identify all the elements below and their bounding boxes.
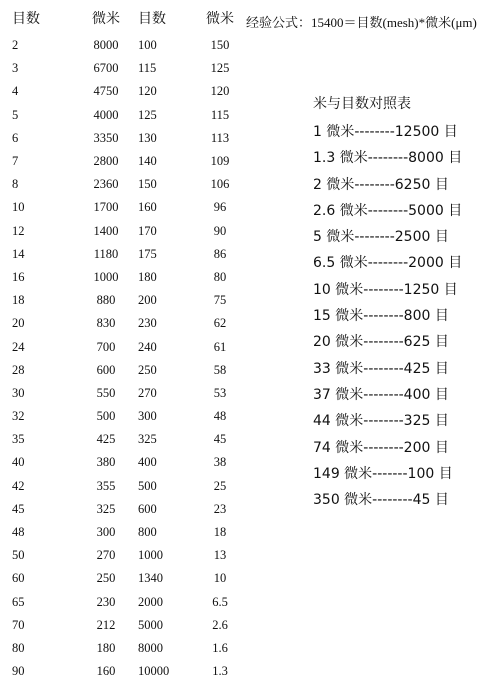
mesh-cell: 115 xyxy=(138,61,157,76)
header-micron-2: 微米 xyxy=(206,11,234,27)
mesh-cell: 50 xyxy=(12,548,25,563)
reference-item: 1 微米--------12500 目 xyxy=(313,124,458,140)
micron-cell: 8000 xyxy=(93,38,119,53)
micron-cell: 4750 xyxy=(93,84,119,99)
micron-cell: 18 xyxy=(213,525,227,540)
mesh-cell: 2000 xyxy=(138,594,163,609)
micron-cell: 1.6 xyxy=(212,640,228,655)
micron-cell: 380 xyxy=(96,455,116,470)
mesh-cell: 240 xyxy=(138,339,157,354)
mesh-cell: 7 xyxy=(12,154,19,169)
header-mesh-2: 目数 xyxy=(138,11,166,27)
mesh-cell: 150 xyxy=(138,177,157,192)
mesh-cell: 65 xyxy=(12,594,25,609)
reference-item: 74 微米--------200 目 xyxy=(313,439,449,456)
mesh-cell: 1340 xyxy=(138,571,163,586)
table-row xyxy=(0,104,244,127)
mesh-cell: 175 xyxy=(138,246,157,261)
mesh-cell: 5 xyxy=(12,107,19,122)
mesh-cell: 10000 xyxy=(138,664,170,679)
table-row xyxy=(0,475,244,498)
table-row xyxy=(0,359,244,382)
mesh-micron-table xyxy=(0,8,244,683)
micron-cell: 25 xyxy=(213,478,227,493)
mesh-cell: 270 xyxy=(138,385,157,400)
mesh-cell: 800 xyxy=(138,525,157,540)
micron-cell: 48 xyxy=(213,409,227,424)
micron-cell: 880 xyxy=(96,293,116,308)
reference-item: 44 微米--------325 目 xyxy=(313,413,449,430)
mesh-cell: 180 xyxy=(138,269,157,284)
mesh-cell: 35 xyxy=(12,432,25,447)
micron-cell: 106 xyxy=(210,177,230,192)
table-row xyxy=(0,289,244,312)
micron-cell: 45 xyxy=(213,432,227,447)
formula-label: 经验公式： xyxy=(246,16,312,31)
reference-item: 2.6 微米--------5000 目 xyxy=(313,202,463,219)
reference-item: 15 微米--------800 目 xyxy=(313,308,449,325)
micron-cell: 1.3 xyxy=(212,664,228,679)
micron-cell: 115 xyxy=(210,107,230,122)
micron-cell: 2800 xyxy=(93,154,119,169)
micron-cell: 3350 xyxy=(93,130,119,145)
micron-cell: 62 xyxy=(213,316,227,331)
reference-item: 2 微米--------6250 目 xyxy=(313,176,449,193)
micron-cell: 125 xyxy=(210,61,230,76)
mesh-cell: 20 xyxy=(12,316,25,331)
mesh-cell: 1000 xyxy=(138,548,163,563)
micron-cell: 86 xyxy=(213,246,227,261)
table-body xyxy=(0,34,244,683)
empirical-formula xyxy=(246,12,477,31)
mesh-cell: 170 xyxy=(138,223,157,238)
micron-cell: 80 xyxy=(213,269,227,284)
micron-cell: 2360 xyxy=(93,177,119,192)
mesh-cell: 42 xyxy=(12,478,25,493)
header-micron-1: 微米 xyxy=(92,11,120,27)
micron-cell: 500 xyxy=(96,409,116,424)
micron-cell: 150 xyxy=(210,38,230,53)
reference-item: 350 微米--------45 目 xyxy=(313,492,449,509)
table-row xyxy=(0,660,244,683)
reference-item: 149 微米-------100 目 xyxy=(313,465,453,482)
reference-item: 5 微米--------2500 目 xyxy=(313,229,449,246)
mesh-cell: 80 xyxy=(12,640,25,655)
reference-item: 37 微米--------400 目 xyxy=(313,386,449,403)
table-row xyxy=(0,220,244,243)
mesh-cell: 10 xyxy=(12,200,25,215)
mesh-cell: 6 xyxy=(12,130,19,145)
micron-cell: 90 xyxy=(213,223,227,238)
mesh-cell: 32 xyxy=(12,409,25,424)
table-row xyxy=(0,196,244,219)
table-row xyxy=(0,405,244,428)
micron-cell: 160 xyxy=(96,664,116,679)
header-mesh-1: 目数 xyxy=(12,11,40,27)
reference-item: 6.5 微米--------2000 目 xyxy=(313,255,463,272)
table-row xyxy=(0,567,244,590)
micron-cell: 53 xyxy=(213,385,227,400)
micron-cell: 270 xyxy=(96,548,116,563)
mesh-cell: 40 xyxy=(12,455,25,470)
mesh-cell: 45 xyxy=(12,501,25,516)
table-row xyxy=(0,57,244,80)
micron-cell: 355 xyxy=(96,478,116,493)
micron-cell: 58 xyxy=(213,362,227,377)
mesh-cell: 14 xyxy=(12,246,25,261)
table-row xyxy=(0,335,244,358)
micron-cell: 550 xyxy=(96,385,116,400)
micron-cell: 38 xyxy=(213,455,227,470)
micron-cell: 75 xyxy=(213,293,227,308)
micron-cell: 600 xyxy=(96,362,116,377)
table-row xyxy=(0,173,244,196)
formula-expression: 15400＝目数(mesh)*微米(μm) xyxy=(311,15,477,30)
micron-cell: 109 xyxy=(210,154,230,169)
table-row xyxy=(0,544,244,567)
table-row xyxy=(0,498,244,521)
mesh-cell: 28 xyxy=(12,362,25,377)
table-row xyxy=(0,591,244,614)
mesh-cell: 90 xyxy=(12,664,25,679)
micron-cell: 4000 xyxy=(93,107,119,122)
mesh-cell: 3 xyxy=(12,61,19,76)
micron-cell: 13 xyxy=(213,548,227,563)
micron-cell: 120 xyxy=(210,84,230,99)
mesh-cell: 8 xyxy=(12,177,19,192)
table-row xyxy=(0,382,244,405)
micron-cell: 2.6 xyxy=(212,617,228,632)
reference-title: 米与目数对照表 xyxy=(313,96,411,112)
table-row xyxy=(0,637,244,660)
mesh-cell: 250 xyxy=(138,362,157,377)
table-header-row xyxy=(0,8,244,34)
micron-cell: 700 xyxy=(96,339,116,354)
micron-cell: 6.5 xyxy=(212,594,228,609)
mesh-cell: 125 xyxy=(138,107,157,122)
mesh-cell: 230 xyxy=(138,316,157,331)
mesh-cell: 200 xyxy=(138,293,157,308)
micron-cell: 325 xyxy=(96,501,116,516)
mesh-cell: 12 xyxy=(12,223,25,238)
reference-panel xyxy=(313,93,462,515)
micron-cell: 180 xyxy=(96,640,116,655)
micron-cell: 61 xyxy=(213,339,227,354)
table-row xyxy=(0,127,244,150)
mesh-cell: 70 xyxy=(12,617,25,632)
mesh-cell: 500 xyxy=(138,478,157,493)
mesh-cell: 325 xyxy=(138,432,157,447)
mesh-cell: 60 xyxy=(12,571,25,586)
mesh-cell: 4 xyxy=(12,84,19,99)
micron-cell: 250 xyxy=(96,571,116,586)
mesh-cell: 24 xyxy=(12,339,25,354)
mesh-cell: 130 xyxy=(138,130,157,145)
table-row xyxy=(0,80,244,103)
micron-cell: 1400 xyxy=(93,223,119,238)
micron-cell: 300 xyxy=(96,525,116,540)
table-row xyxy=(0,428,244,451)
mesh-cell: 48 xyxy=(12,525,25,540)
table-row xyxy=(0,243,244,266)
reference-list xyxy=(313,121,462,515)
mesh-cell: 100 xyxy=(138,38,157,53)
mesh-cell: 160 xyxy=(138,200,157,215)
table-row xyxy=(0,312,244,335)
mesh-cell: 18 xyxy=(12,293,25,308)
reference-item: 1.3 微米--------8000 目 xyxy=(313,150,463,167)
mesh-cell: 300 xyxy=(138,409,157,424)
micron-cell: 10 xyxy=(213,571,227,586)
micron-cell: 230 xyxy=(96,594,116,609)
mesh-cell: 8000 xyxy=(138,640,163,655)
reference-item: 33 微米--------425 目 xyxy=(313,360,449,377)
table-row xyxy=(0,521,244,544)
mesh-cell: 600 xyxy=(138,501,157,516)
micron-cell: 96 xyxy=(213,200,227,215)
mesh-cell: 120 xyxy=(138,84,157,99)
micron-cell: 830 xyxy=(96,316,116,331)
mesh-cell: 400 xyxy=(138,455,157,470)
micron-cell: 1000 xyxy=(93,269,119,284)
table-row xyxy=(0,150,244,173)
micron-cell: 425 xyxy=(96,432,116,447)
micron-cell: 23 xyxy=(213,501,227,516)
table-row xyxy=(0,614,244,637)
mesh-cell: 30 xyxy=(12,385,25,400)
table-row xyxy=(0,266,244,289)
table-row xyxy=(0,34,244,57)
mesh-cell: 2 xyxy=(12,38,19,53)
micron-cell: 1700 xyxy=(93,200,119,215)
micron-cell: 6700 xyxy=(93,61,119,76)
micron-cell: 113 xyxy=(210,130,230,145)
table-row xyxy=(0,451,244,474)
mesh-cell: 140 xyxy=(138,154,157,169)
micron-cell: 212 xyxy=(96,617,116,632)
mesh-cell: 5000 xyxy=(138,617,163,632)
micron-cell: 1180 xyxy=(93,246,119,261)
mesh-cell: 16 xyxy=(12,269,25,284)
reference-item: 20 微米--------625 目 xyxy=(313,334,449,351)
reference-item: 10 微米--------1250 目 xyxy=(313,281,458,298)
